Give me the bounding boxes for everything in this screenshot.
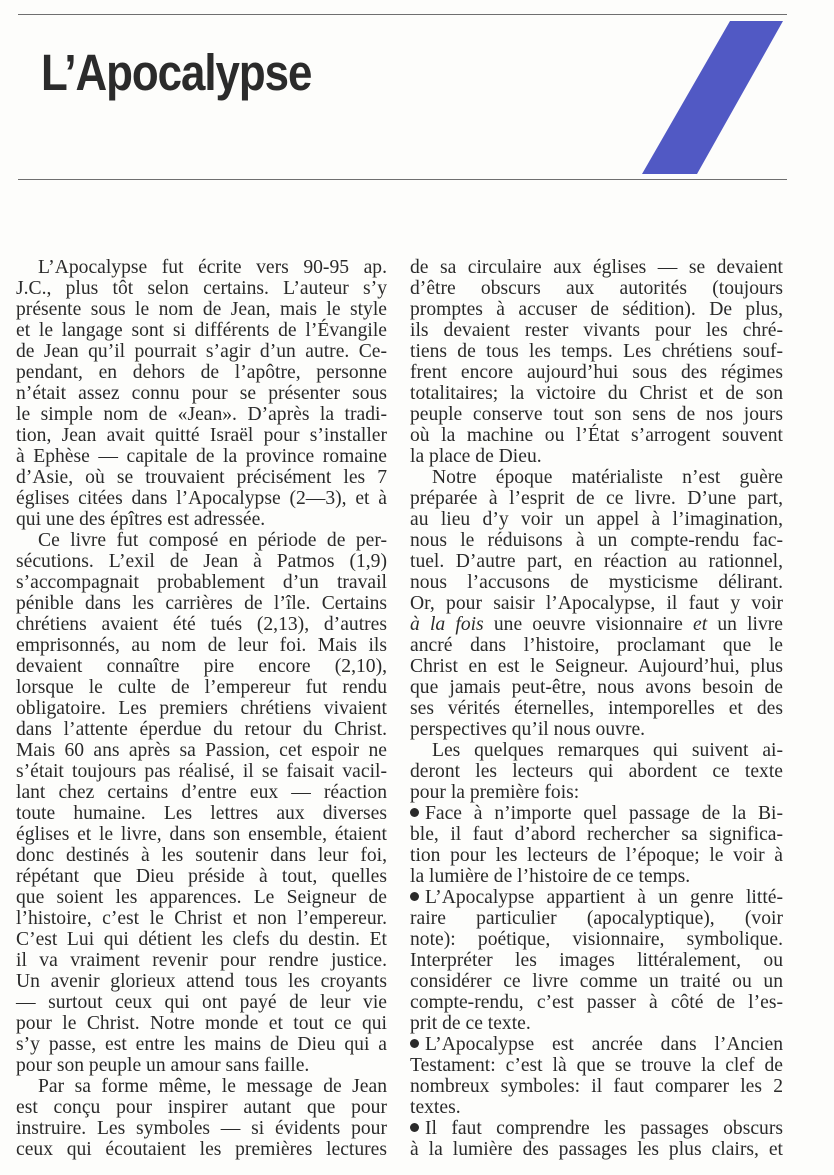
text-line: églises et le livre, dans son ensemble, étaient	[16, 824, 387, 845]
text-line: lant chez certains d’entre eux — réaction	[16, 782, 387, 803]
text-line: et le langage sont si différents de l’Évangile	[16, 320, 387, 341]
text-line: lorsque le culte de l’empereur fut rendu	[16, 677, 387, 698]
text-line: est conçu pour inspirer autant que pour	[16, 1097, 387, 1118]
text-line: totalitaires; la victoire du Christ et de son	[410, 383, 783, 404]
text-line: considérer ce livre comme un traité ou un	[410, 971, 783, 992]
text-line: il va vraiment revenir pour rendre justice.	[16, 950, 387, 971]
text-line: compte-rendu, c’est passer à côté de l’es-	[410, 992, 783, 1013]
header-bottom-rule	[18, 179, 787, 180]
text-line: tion, Jean avait quitté Israël pour s’installer	[16, 425, 387, 446]
text-line: J.C., plus tôt selon certains. L’auteur s’y	[16, 278, 387, 299]
text-line: emprisonnés, au nom de leur foi. Mais ils	[16, 635, 387, 656]
text-line: Interpréter les images littéralement, ou	[410, 950, 783, 971]
text-line: Par sa forme même, le message de Jean	[38, 1076, 387, 1097]
bullet-dot-icon	[410, 892, 419, 901]
diagonal-stripe-icon	[0, 0, 834, 200]
text-line: C’est Lui qui détient les clefs du destin. Et	[16, 929, 387, 950]
text-span: Il faut comprendre les passages obscurs	[425, 1118, 783, 1139]
text-line: chrétiens avaient été tués (2,13), d’autres	[16, 614, 387, 635]
stripe-shape	[642, 21, 783, 174]
text-line: l’histoire, c’est le Christ et non l’empereur.	[16, 908, 387, 929]
text-line: nous le réduisons à un compte-rendu fac-	[410, 530, 783, 551]
text-line: s’accompagnait probablement d’un travail	[16, 572, 387, 593]
bullet-line	[410, 887, 783, 908]
text-line: Or, pour saisir l’Apocalypse, il faut y voir	[410, 593, 783, 614]
text-line: pour le Christ. Notre monde et tout ce qui	[16, 1013, 387, 1034]
text-line: églises citées dans l’Apocalypse (2—3), et à	[16, 488, 387, 509]
text-column-left	[16, 257, 387, 1160]
text-span: L’Apocalypse est ancrée dans l’Ancien	[425, 1034, 783, 1055]
text-line: Notre époque matérialiste n’est guère	[432, 467, 783, 488]
text-line: pour la première fois:	[410, 782, 580, 803]
text-line: n’était assez connu pour se présenter sous	[16, 383, 387, 404]
text-line: peuple conserve tout son sens de nos jours	[410, 404, 783, 425]
text-span: un livre	[707, 614, 783, 635]
bullet-line	[410, 1118, 783, 1139]
bullet-line	[410, 1034, 783, 1055]
text-line: deront les lecteurs qui abordent ce texte	[410, 761, 783, 782]
italic-phrase: à la fois	[410, 614, 484, 635]
italic-phrase: et	[693, 614, 708, 635]
text-line: pendant, en dehors de l’apôtre, personne	[16, 362, 387, 383]
text-line: s’y passe, est entre les mains de Dieu qui a	[16, 1034, 387, 1055]
text-line-mixed-italic	[410, 614, 783, 635]
bullet-dot-icon	[410, 808, 419, 817]
text-line: qui une des épîtres est adressée.	[16, 509, 266, 530]
text-line: que jamais peut-être, nous avons besoin de	[410, 677, 783, 698]
text-line: instruire. Les symboles — si évidents pour	[16, 1118, 387, 1139]
text-line: pour son peuple un amour sans faille.	[16, 1055, 310, 1076]
text-line: donc destinés à les soutenir dans leur foi,	[16, 845, 387, 866]
text-line: Les quelques remarques qui suivent ai-	[432, 740, 783, 761]
text-line: Testament: c’est là que se trouve la clef de	[410, 1055, 783, 1076]
text-line: tiens de tous les temps. Les chrétiens souf-	[410, 341, 783, 362]
text-line: pénible dans les carrières de l’île. Certains	[16, 593, 387, 614]
text-span: L’Apocalypse appartient à un genre litté-	[425, 887, 783, 908]
text-line: raire particulier (apocalyptique), (voir	[410, 908, 783, 929]
text-line: d’Asie, où se trouvaient précisément les 7	[16, 467, 387, 488]
text-line: L’Apocalypse fut écrite vers 90-95 ap.	[38, 257, 387, 278]
text-line: que soient les apparences. Le Seigneur de	[16, 887, 387, 908]
text-line: note): poétique, visionnaire, symbolique.	[410, 929, 783, 950]
text-line: Ce livre fut composé en période de per-	[38, 530, 387, 551]
text-line: la place de Dieu.	[410, 446, 542, 467]
text-line: ancré dans l’histoire, proclamant que le	[410, 635, 783, 656]
text-line: frent encore aujourd’hui sous des régimes	[410, 362, 783, 383]
text-line: à la lumière des passages les plus clairs, et	[410, 1139, 783, 1160]
text-line: ceux qui écoutaient les premières lectures	[16, 1139, 387, 1160]
text-line: tuel. D’autre part, en réaction au rationnel,	[410, 551, 783, 572]
text-line: présente sous le nom de Jean, mais le style	[16, 299, 387, 320]
text-line: nombreux symboles: il faut comparer les 2	[410, 1076, 783, 1097]
text-line: Mais 60 ans après sa Passion, cet espoir ne	[16, 740, 387, 761]
text-line: s’était toujours pas réalisé, il se faisait vacil-	[16, 761, 387, 782]
text-line: de Jean qu’il pourrait s’agir d’un autre. Ce-	[16, 341, 387, 362]
text-column-right	[410, 257, 783, 1160]
text-line: préparée à l’esprit de ce livre. D’une part,	[410, 488, 783, 509]
text-line: ble, il faut d’abord rechercher sa significa-	[410, 824, 783, 845]
page-title: L’Apocalypse	[41, 44, 312, 101]
text-line: dans l’attente éperdue du retour du Christ.	[16, 719, 387, 740]
text-line: promptes à accuser de sédition). De plus,	[410, 299, 783, 320]
text-line: où la machine ou l’État s’arrogent souvent	[410, 425, 783, 446]
text-line: perspectives qu’il nous ouvre.	[410, 719, 646, 740]
text-line: Un avenir glorieux attend tous les croyants	[16, 971, 387, 992]
text-line: répétant que Dieu préside à tout, quelles	[16, 866, 387, 887]
text-line: de sa circulaire aux églises — se devaient	[410, 257, 783, 278]
text-line: ils devaient rester vivants pour les chré-	[410, 320, 783, 341]
text-line: — surtout ceux qui ont payé de leur vie	[16, 992, 387, 1013]
text-line: nous l’accusons de mysticisme délirant.	[410, 572, 783, 593]
text-line: devaient connaître pire encore (2,10),	[16, 656, 387, 677]
text-line: prit de ce texte.	[410, 1013, 531, 1034]
text-span: Face à n’importe quel passage de la Bi-	[425, 803, 783, 824]
text-line: la lumière de l’histoire de ce temps.	[410, 866, 691, 887]
bullet-dot-icon	[410, 1123, 419, 1132]
bullet-line	[410, 803, 783, 824]
text-line: à Ephèse — capitale de la province romaine	[16, 446, 387, 467]
text-line: le simple nom de «Jean». D’après la tradi-	[16, 404, 387, 425]
text-line: obligatoire. Les premiers chrétiens vivaient	[16, 698, 387, 719]
text-line: sécutions. L’exil de Jean à Patmos (1,9)	[16, 551, 387, 572]
text-line: Christ en est le Seigneur. Aujourd’hui, plus	[410, 656, 783, 677]
text-line: d’être obscurs aux autorités (toujours	[410, 278, 783, 299]
text-line: tion pour les lecteurs de l’époque; le voir à	[410, 845, 783, 866]
text-line: ses vérités éternelles, intemporelles et des	[410, 698, 783, 719]
text-span: une oeuvre visionnaire	[483, 614, 694, 635]
text-line: textes.	[410, 1097, 461, 1118]
text-line: toute humaine. Les lettres aux diverses	[16, 803, 387, 824]
bullet-dot-icon	[410, 1039, 419, 1048]
text-line: au lieu d’y voir un appel à l’imagination,	[410, 509, 783, 530]
